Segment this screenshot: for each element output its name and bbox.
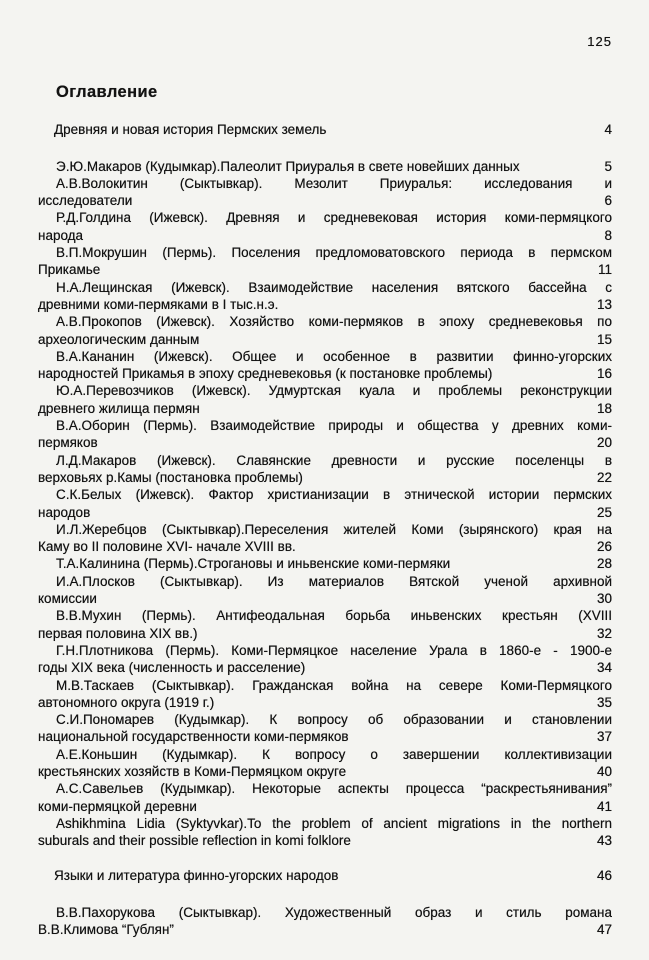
toc-entry-line: В.В.Мухин (Пермь). Антифеодальная борьба иньвенских крестьян (XVIII [56, 608, 612, 624]
toc-heading: Оглавление [56, 83, 158, 102]
toc-entry-line: В.В.Пахорукова (Сыктывкар). Художественный образ и стиль романа [56, 904, 612, 920]
toc-entry-page-number: 26 [596, 539, 612, 555]
toc-entry-page-number: 11 [597, 262, 612, 278]
toc-entry-last-line [38, 261, 612, 278]
toc-entry-line: В.А.Оборин (Пермь). Взаимодействие природы и общества у древних коми- [56, 418, 612, 434]
toc-entry-last-line [38, 832, 612, 849]
toc-section-title: Древняя и новая история Пермских земель [54, 122, 327, 138]
toc [38, 121, 612, 938]
toc-entry [38, 555, 612, 572]
toc-entry [38, 486, 612, 521]
toc-entry-last-line [38, 227, 612, 244]
toc-entry-line: В.П.Мокрушин (Пермь). Поселения предломоватовского периода в пермском [56, 245, 612, 261]
toc-entry-page-number: 15 [596, 331, 612, 347]
toc-entry-text: национальной государственности коми-пермяков [38, 729, 349, 745]
toc-entry-line: Л.Д.Макаров (Ижевск). Славянские древности и русские поселенцы в [56, 452, 612, 468]
toc-entry-last-line [38, 365, 612, 382]
toc-entry-last-line [38, 400, 612, 417]
toc-entry-text: автономного округа (1919 г.) [38, 694, 215, 710]
toc-entry-text: первая половина XIX вв.) [38, 625, 198, 641]
toc-entry [38, 642, 612, 677]
toc-entry-page-number: 37 [596, 729, 612, 745]
toc-entry-text: крестьянских хозяйств в Коми-Пермяцком округе [38, 763, 347, 779]
toc-section [38, 867, 612, 938]
toc-entry-last-line [38, 659, 612, 676]
toc-entry [38, 382, 612, 417]
toc-entry-line: С.И.Пономарев (Кудымкар). К вопросу об образовании и становлении [56, 712, 612, 728]
toc-entry-text: suburals and their possible reflection in komi folklore [38, 833, 351, 849]
toc-entry [38, 244, 612, 279]
toc-entry-last-line [38, 296, 612, 313]
toc-entry [38, 780, 612, 815]
toc-entry-last-line [38, 921, 612, 938]
toc-entry-last-line [38, 158, 612, 175]
toc-entry-line: Г.Н.Плотникова (Пермь). Коми-Пермяцкое население Урала в 1860-е - 1900-е [56, 642, 612, 658]
toc-section-page-number: 4 [604, 122, 612, 138]
toc-entry-text: пермяков [38, 435, 98, 451]
toc-entry-page-number: 40 [596, 763, 612, 779]
toc-entry-page-number: 30 [596, 591, 612, 607]
toc-entry-line: Н.А.Лещинская (Ижевск). Взаимодействие населения вятского бассейна с [56, 279, 612, 295]
toc-entry-line: М.В.Таскаев (Сыктывкар). Гражданская война на севере Коми-Пермяцкого [56, 677, 612, 693]
toc-entry-text: В.В.Климова “Гублян” [38, 922, 174, 938]
toc-entry [38, 607, 612, 642]
toc-entry-text: Т.А.Калинина (Пермь).Строгановы и иньвенские коми-пермяки [56, 556, 451, 572]
toc-section-title-row [38, 867, 612, 884]
toc-entry-last-line [38, 763, 612, 780]
toc-entry-text: годы XIX века (численность и расселение) [38, 660, 306, 676]
toc-entry [38, 677, 612, 712]
toc-entry-page-number: 8 [604, 227, 612, 243]
toc-entry-text: коми-пермяцкой деревни [38, 798, 197, 814]
toc-entry-page-number: 16 [596, 366, 612, 382]
page-number: 125 [587, 34, 612, 49]
toc-entry-last-line [38, 728, 612, 745]
toc-section-title: Языки и литература финно-угорских народов [54, 868, 339, 884]
toc-entries [38, 904, 612, 939]
toc-entry [38, 417, 612, 452]
toc-entry [38, 313, 612, 348]
toc-entry-text: верховьях р.Камы (постановка проблемы) [38, 469, 303, 485]
toc-entry-page-number: 5 [604, 158, 612, 174]
toc-entry-text: исследователи [38, 193, 133, 209]
toc-entry-last-line [38, 434, 612, 451]
toc-entry [38, 452, 612, 487]
toc-entry-line: Ю.А.Перевозчиков (Ижевск). Удмуртская куала и проблемы реконструкции [56, 383, 612, 399]
toc-entry-last-line [38, 798, 612, 815]
toc-entry-last-line [38, 625, 612, 642]
toc-entry [38, 348, 612, 383]
toc-entries [38, 158, 612, 850]
toc-entry-page-number: 20 [596, 435, 612, 451]
toc-entry-page-number: 34 [596, 660, 612, 676]
toc-entry-text: Э.Ю.Макаров (Кудымкар).Палеолит Приуралья в свете новейших данных [56, 158, 520, 174]
toc-entry-line: И.А.Плосков (Сыктывкар). Из материалов Вятской ученой архивной [56, 573, 612, 589]
toc-entry-line: Ashikhmina Lidia (Syktyvkar).To the problem of ancient migrations in the northern [56, 815, 612, 831]
toc-entry [38, 573, 612, 608]
toc-entry-line: А.В.Волокитин (Сыктывкар). Мезолит Приуралья: исследования и [56, 175, 612, 191]
toc-entry [38, 711, 612, 746]
toc-entry-last-line [38, 538, 612, 555]
toc-entry-page-number: 32 [596, 625, 612, 641]
toc-entry-line: А.Е.Коньшин (Кудымкар). К вопросу о завершении коллективизации [56, 746, 612, 762]
toc-entry-text: народов [38, 504, 91, 520]
toc-entry-last-line [38, 469, 612, 486]
toc-entry [38, 746, 612, 781]
toc-entry-text: комиссии [38, 591, 97, 607]
toc-entry-line: Р.Д.Голдина (Ижевск). Древняя и средневековая история коми-пермяцкого [56, 210, 612, 226]
toc-entry-last-line [38, 192, 612, 209]
toc-entry-page-number: 6 [604, 193, 612, 209]
toc-entry-last-line [38, 694, 612, 711]
toc-entry-text: археологическим данным [38, 331, 200, 347]
toc-entry-last-line [38, 555, 612, 572]
toc-entry-page-number: 41 [596, 798, 612, 814]
toc-entry-page-number: 22 [596, 469, 612, 485]
toc-entry-page-number: 28 [596, 556, 612, 572]
toc-entry-last-line [38, 331, 612, 348]
toc-entry-text: народа [38, 227, 84, 243]
toc-entry [38, 279, 612, 314]
toc-entry-text: древними коми-пермяками в I тыс.н.э. [38, 296, 279, 312]
toc-entry [38, 904, 612, 939]
toc-entry-line: С.К.Белых (Ижевск). Фактор христианизации в этнической истории пермских [56, 487, 612, 503]
toc-entry-text: Прикамье [38, 262, 101, 278]
toc-entry-page-number: 47 [596, 922, 612, 938]
toc-entry-text: народностей Прикамья в эпоху средневековья (к постановке проблемы) [38, 366, 493, 382]
toc-entry-last-line [38, 590, 612, 607]
toc-entry [38, 815, 612, 850]
toc-entry-page-number: 25 [596, 504, 612, 520]
toc-entry-last-line [38, 504, 612, 521]
toc-entry-line: И.Л.Жеребцов (Сыктывкар).Переселения жителей Коми (зырянского) края на [56, 521, 612, 537]
toc-entry [38, 209, 612, 244]
toc-entry-page-number: 43 [596, 833, 612, 849]
toc-entry-text: древнего жилища пермян [38, 400, 200, 416]
toc-entry-line: А.В.Прокопов (Ижевск). Хозяйство коми-пермяков в эпоху средневековья по [56, 314, 612, 330]
toc-entry [38, 521, 612, 556]
toc-entry-page-number: 35 [596, 694, 612, 710]
toc-section-page-number: 46 [596, 868, 612, 884]
toc-entry [38, 175, 612, 210]
toc-section-title-row [38, 121, 612, 138]
toc-entry-page-number: 13 [596, 296, 612, 312]
toc-section [38, 121, 612, 849]
toc-entry [38, 158, 612, 175]
toc-entry-page-number: 18 [596, 400, 612, 416]
toc-entry-line: В.А.Кананин (Ижевск). Общее и особенное в развитии финно-угорских [56, 348, 612, 364]
toc-entry-text: Каму во II половине XVI- начале XVIII вв. [38, 539, 296, 555]
toc-entry-line: А.С.Савельев (Кудымкар). Некоторые аспекты процесса “раскрестьянивания” [56, 781, 612, 797]
